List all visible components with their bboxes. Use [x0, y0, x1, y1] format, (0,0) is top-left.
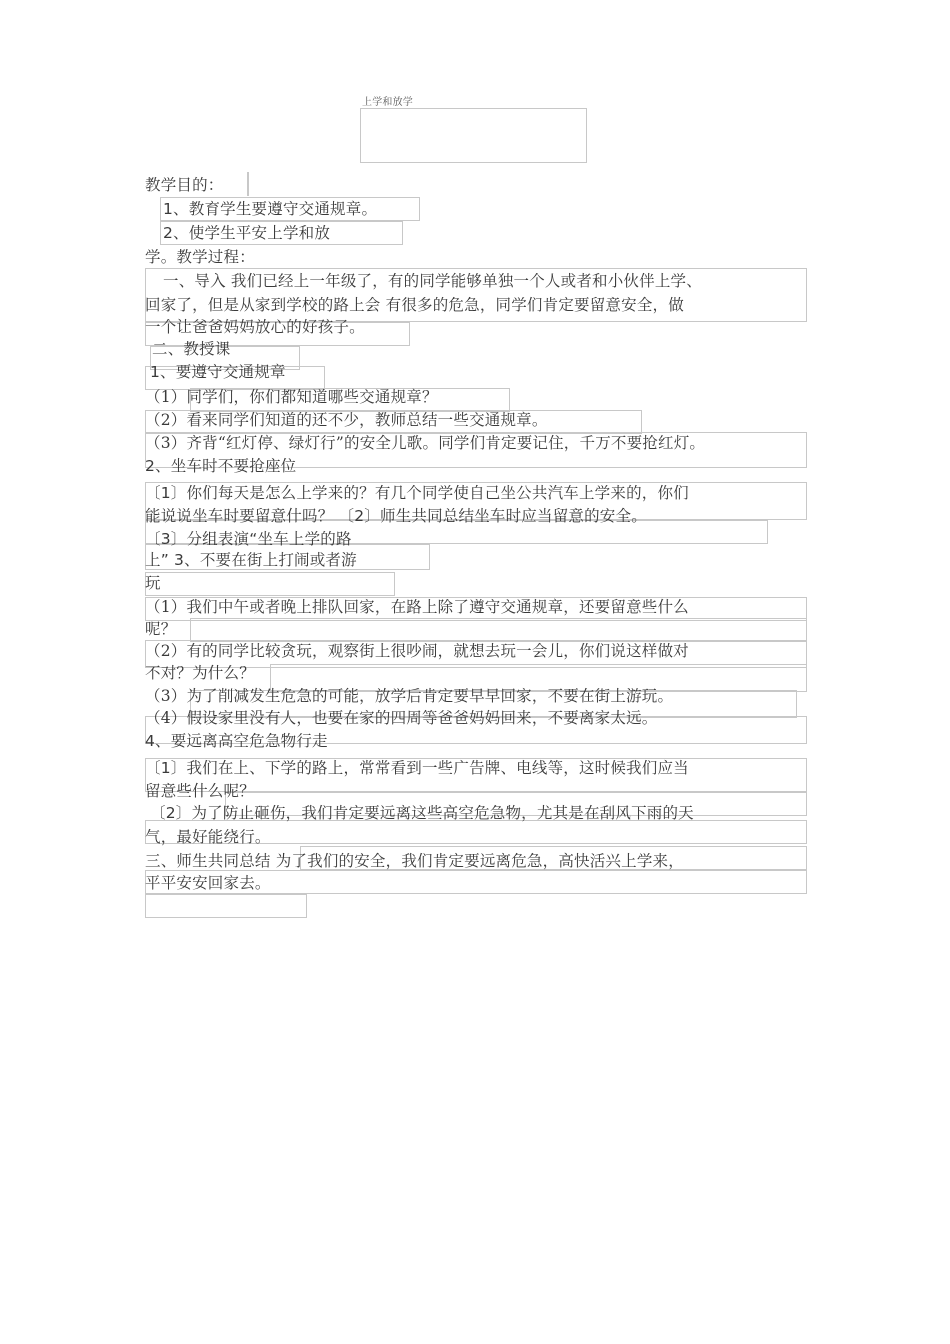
topic-2-item-3-cont: 上” 3、不要在街上打闹或者游 — [145, 551, 357, 569]
goal-2: 2、使学生平安上学和放 — [163, 224, 331, 242]
intro-line-3: 一个让爸爸妈妈放心的好孩子。 — [145, 318, 365, 336]
topic-1-item-3: （3）齐背“红灯停、绿灯行”的安全儿歌。同学们肯定要记住，千万不要抢红灯。 — [145, 434, 706, 452]
topic-2-item-3: 〔3〕分组表演“坐车上学的路 — [145, 530, 352, 548]
topic-3-item-1: （1）我们中午或者晚上排队回家，在路上除了遵守交通规章，还要留意些什么 — [145, 598, 689, 616]
teaching-goals-heading: 教学目的： — [145, 176, 224, 194]
topic-4-heading: 4、要远离高空危急物行走 — [145, 732, 328, 750]
topic-1-heading: 1、要遵守交通规章 — [150, 363, 286, 381]
topic-2-heading: 2、坐车时不要抢座位 — [145, 457, 297, 475]
topic-4-item-2-cont: 气，最好能绕行。 — [145, 828, 271, 846]
topic-3-heading-cont: 玩 — [145, 574, 161, 592]
summary-line-2: 平平安安回家去。 — [145, 874, 271, 892]
title-frame — [360, 108, 587, 163]
line-frame — [247, 172, 249, 196]
topic-4-item-1: 〔1〕我们在上、下学的路上，常常看到一些广告牌、电线等，这时候我们应当 — [145, 759, 689, 777]
topic-3-item-2: （2）有的同学比较贪玩，观察街上很吵闹，就想去玩一会儿，你们说这样做对 — [145, 642, 689, 660]
topic-1-item-2: （2）看来同学们知道的还不少，教师总结一些交通规章。 — [145, 411, 548, 429]
topic-2-item-1-cont: 能说说坐车时要留意什吗？ 〔2〕师生共同总结坐车时应当留意的安全。 — [145, 507, 647, 525]
topic-4-item-1-cont: 留意些什么呢？ — [145, 782, 255, 800]
intro-line-2: 回家了，但是从家到学校的路上会 有很多的危急，同学们肯定要留意安全，做 — [145, 296, 684, 314]
topic-3-item-3: （3）为了削减发生危急的可能，放学后肯定要早早回家，不要在街上游玩。 — [145, 687, 674, 705]
line-frame — [145, 572, 395, 596]
topic-1-item-1: （1）同学们，你们都知道哪些交通规章？ — [145, 388, 438, 406]
topic-3-item-2-cont: 不对？为什么？ — [145, 664, 255, 682]
summary-line-1: 三、师生共同总结 为了我们的安全，我们肯定要远离危急，高快活兴上学来， — [145, 852, 684, 870]
topic-3-item-4: （4）假设家里没有人，也要在家的四周等爸爸妈妈回来，不要离家太远。 — [145, 709, 658, 727]
process-heading: 学。教学过程： — [145, 248, 255, 266]
line-frame — [190, 618, 807, 642]
topic-3-item-1-cont: 呢？ — [145, 620, 177, 638]
topic-4-item-2: 〔2〕为了防止砸伤，我们肯定要远离这些高空危急物，尤其是在刮风下雨的天 — [150, 804, 694, 822]
topic-2-item-1: 〔1〕你们每天是怎么上学来的？有几个同学使自己坐公共汽车上学来的，你们 — [145, 484, 689, 502]
section-2-heading: 二、教授课 — [152, 340, 231, 358]
line-frame — [145, 894, 307, 918]
goal-1: 1、教育学生要遵守交通规章。 — [163, 200, 378, 218]
document-title: 上学和放学 — [362, 97, 413, 108]
intro-line-1: 一、导入 我们已经上一年级了，有的同学能够单独一个人或者和小伙伴上学、 — [163, 272, 702, 290]
